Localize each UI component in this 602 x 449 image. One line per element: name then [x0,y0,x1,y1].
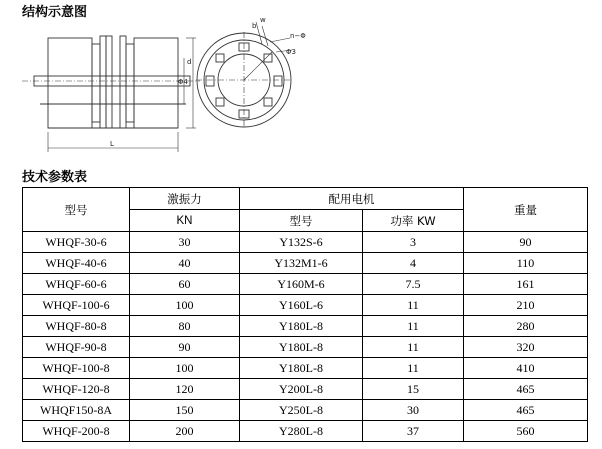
table-row [23,274,588,295]
table-row [23,253,588,274]
cell-power: 11 [363,337,464,358]
structure-diagram-title: 结构示意图 [22,5,88,20]
header-weight: 重量 [464,188,588,232]
cell-force: 200 [130,421,240,442]
cell-weight: 560 [464,421,588,442]
side-view [22,36,200,152]
table-row [23,337,588,358]
dim-d-label: d [187,58,192,66]
cell-model: WHQF-80-8 [23,316,130,337]
cell-power: 11 [363,295,464,316]
cell-weight: 161 [464,274,588,295]
table-row [23,232,588,253]
cell-weight: 280 [464,316,588,337]
cell-force: 150 [130,400,240,421]
cell-model: WHQF-60-6 [23,274,130,295]
parameters-table-title: 技术参数表 [22,170,88,185]
dim-L-label: L [110,140,114,148]
structure-drawing [0,0,602,170]
table-row [23,358,588,379]
dim-w-label: w [260,16,266,24]
cell-model: WHQF150-8A [23,400,130,421]
cell-power: 30 [363,400,464,421]
cell-motor: Y180L-8 [240,358,363,379]
dim-b-label: b [252,22,257,30]
cell-force: 30 [130,232,240,253]
table-body [23,232,588,442]
cell-model: WHQF-100-8 [23,358,130,379]
cell-force: 90 [130,337,240,358]
table-row [23,295,588,316]
cell-weight: 320 [464,337,588,358]
cell-motor: Y160M-6 [240,274,363,295]
front-view [196,22,292,128]
cell-motor: Y160L-6 [240,295,363,316]
dim-phi4-label: Φ4 [178,78,188,86]
cell-force: 60 [130,274,240,295]
cell-force: 100 [130,358,240,379]
header-motor-power: 功率 KW [363,210,464,232]
cell-force: 120 [130,379,240,400]
cell-power: 11 [363,316,464,337]
table-row [23,421,588,442]
cell-motor: Y250L-8 [240,400,363,421]
cell-power: 11 [363,358,464,379]
cell-power: 4 [363,253,464,274]
cell-weight: 110 [464,253,588,274]
cell-motor: Y180L-8 [240,316,363,337]
cell-force: 100 [130,295,240,316]
dim-n-phi-label: n−Φ [290,32,306,40]
cell-model: WHQF-90-8 [23,337,130,358]
cell-model: WHQF-100-6 [23,295,130,316]
cell-force: 40 [130,253,240,274]
cell-power: 3 [363,232,464,253]
cell-force: 80 [130,316,240,337]
parameters-table [22,187,588,442]
cell-weight: 465 [464,400,588,421]
header-motor-group: 配用电机 [240,188,464,210]
table-row [23,400,588,421]
cell-power: 7.5 [363,274,464,295]
cell-motor: Y132M1-6 [240,253,363,274]
header-force-unit: KN [130,210,240,232]
cell-model: WHQF-200-8 [23,421,130,442]
cell-motor: Y180L-8 [240,337,363,358]
cell-weight: 465 [464,379,588,400]
cell-weight: 410 [464,358,588,379]
header-model: 型号 [23,188,130,232]
cell-motor: Y280L-8 [240,421,363,442]
cell-power: 15 [363,379,464,400]
cell-model: WHQF-40-6 [23,253,130,274]
cell-weight: 210 [464,295,588,316]
cell-model: WHQF-120-8 [23,379,130,400]
table-row [23,316,588,337]
cell-motor: Y200L-8 [240,379,363,400]
cell-weight: 90 [464,232,588,253]
header-motor-model: 型号 [240,210,363,232]
cell-power: 37 [363,421,464,442]
cell-motor: Y132S-6 [240,232,363,253]
header-force: 激振力 [130,188,240,210]
dim-phi3-label: Φ3 [286,48,296,56]
cell-model: WHQF-30-6 [23,232,130,253]
table-row [23,379,588,400]
